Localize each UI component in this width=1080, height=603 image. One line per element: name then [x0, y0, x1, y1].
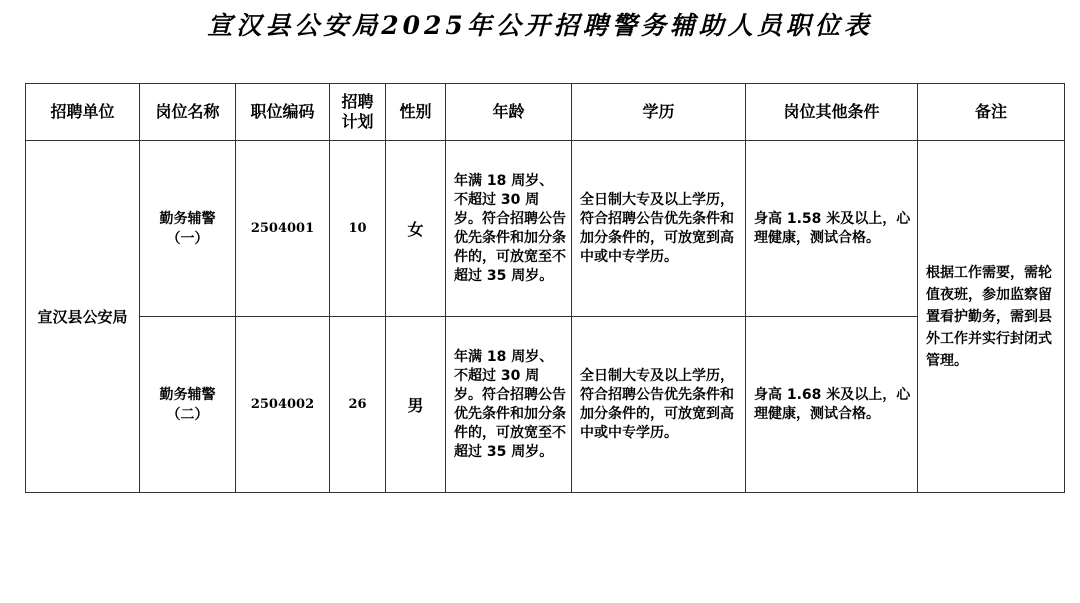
header-education: 学历	[572, 84, 746, 141]
table-row	[26, 317, 1065, 493]
header-post-code: 职位编码	[236, 84, 330, 141]
page-title: 宣汉县公安局2025年公开招聘警务辅助人员职位表	[207, 11, 873, 40]
age-cell: 年满 18 周岁、不超过 30 周岁。符合招聘公告优先条件和加分条件的，可放宽至不超过 35 周岁。	[446, 141, 572, 317]
header-gender: 性别	[386, 84, 446, 141]
header-post-name: 岗位名称	[140, 84, 236, 141]
post-name-text: 勤务辅警（二）	[159, 386, 216, 423]
header-note: 备注	[918, 84, 1065, 141]
table-header-row	[26, 84, 1065, 141]
post-code-cell: 2504001	[236, 141, 330, 317]
header-other: 岗位其他条件	[746, 84, 918, 141]
header-plan: 招聘计划	[330, 84, 386, 141]
post-name-cell	[140, 317, 236, 493]
post-code-cell: 2504002	[236, 317, 330, 493]
gender-cell: 女	[386, 141, 446, 317]
positions-table	[25, 83, 1065, 493]
post-name-cell	[140, 141, 236, 317]
post-name-text: 勤务辅警（一）	[159, 210, 216, 247]
table-row	[26, 141, 1065, 317]
plan-cell: 10	[330, 141, 386, 317]
header-age: 年龄	[446, 84, 572, 141]
other-conditions-cell: 身高 1.58 米及以上，心理健康，测试合格。	[746, 141, 918, 317]
other-conditions-cell: 身高 1.68 米及以上，心理健康，测试合格。	[746, 317, 918, 493]
education-cell: 全日制大专及以上学历，符合招聘公告优先条件和加分条件的，可放宽到高中或中专学历。	[572, 317, 746, 493]
note-cell: 根据工作需要，需轮值夜班，参加监察留置看护勤务，需到县外工作并实行封闭式管理。	[918, 141, 1065, 493]
education-cell: 全日制大专及以上学历，符合招聘公告优先条件和加分条件的，可放宽到高中或中专学历。	[572, 141, 746, 317]
plan-cell: 26	[330, 317, 386, 493]
age-cell: 年满 18 周岁、不超过 30 周岁。符合招聘公告优先条件和加分条件的，可放宽至不超过 35 周岁。	[446, 317, 572, 493]
header-unit: 招聘单位	[26, 84, 140, 141]
unit-cell: 宣汉县公安局	[26, 141, 140, 493]
gender-cell: 男	[386, 317, 446, 493]
